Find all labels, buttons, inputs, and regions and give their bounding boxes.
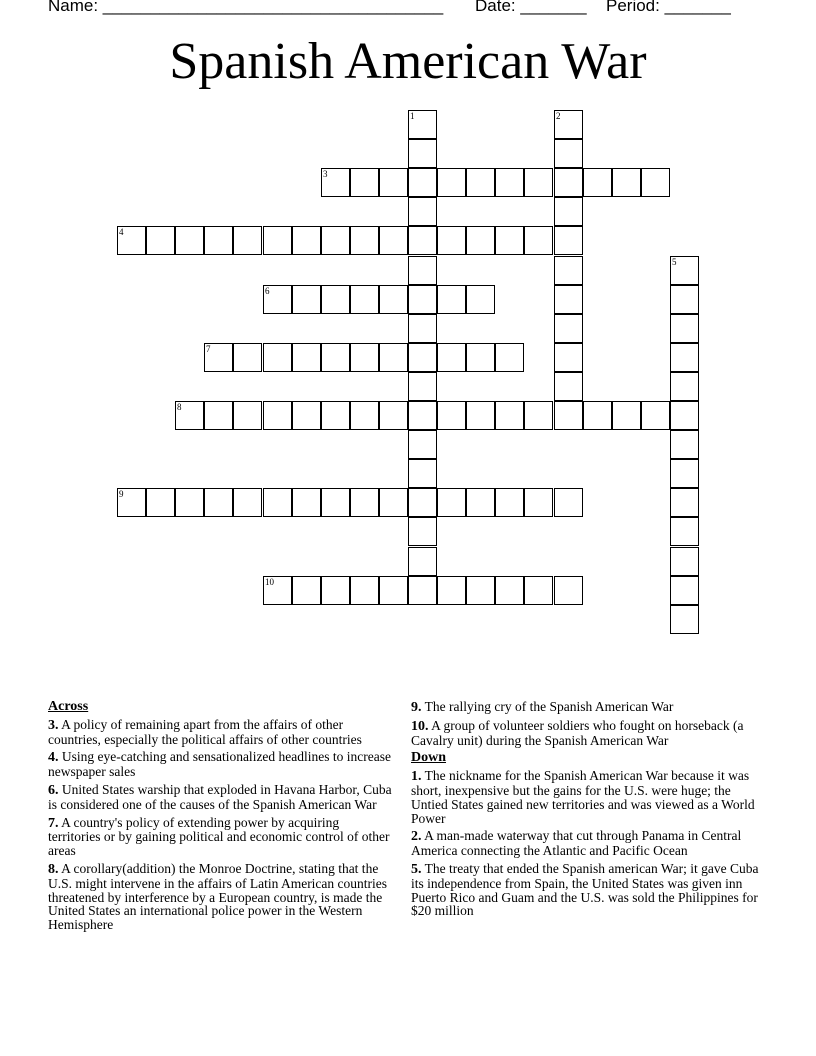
clue-number: 6.	[48, 782, 59, 798]
crossword-cell[interactable]	[554, 285, 583, 314]
crossword-cell[interactable]	[524, 168, 553, 197]
crossword-cell[interactable]	[408, 139, 437, 168]
crossword-cell[interactable]	[321, 168, 350, 197]
cell-number: 4	[119, 227, 124, 237]
crossword-cell[interactable]	[350, 488, 379, 517]
crossword-cell[interactable]	[612, 168, 641, 197]
crossword-cell[interactable]	[437, 285, 466, 314]
crossword-cell[interactable]	[321, 576, 350, 605]
crossword-cell[interactable]	[350, 576, 379, 605]
clue-number: 10.	[411, 718, 429, 734]
crossword-cell[interactable]	[408, 459, 437, 488]
crossword-cell[interactable]	[670, 605, 699, 634]
crossword-cell[interactable]	[175, 401, 204, 430]
crossword-cell[interactable]	[554, 488, 583, 517]
crossword-cell[interactable]	[554, 314, 583, 343]
clue-text: A corollary(addition) the Monroe Doctrine, stating that the U.S. might intervene in the affairs of Latin American countries threatened by interference by a European country, is made the United States an international police power in the Western Hemisphere	[48, 860, 388, 933]
crossword-cell[interactable]	[408, 372, 437, 401]
crossword-cell[interactable]	[350, 285, 379, 314]
period-field[interactable]: Period: _______	[606, 0, 731, 15]
crossword-cell[interactable]	[233, 488, 262, 517]
crossword-cell[interactable]	[612, 401, 641, 430]
clue-across-4	[48, 750, 394, 779]
crossword-cell[interactable]	[641, 401, 670, 430]
crossword-cell[interactable]	[350, 168, 379, 197]
clue-text: The treaty that ended the Spanish american War; it gave Cuba its independence from Spain, the United States was given inn Puerto Rico and Guam and the U.S. was sold the Philippines for $20 million	[411, 860, 759, 919]
clue-text: United States warship that exploded in Havana Harbor, Cuba is considered one of the causes of the Spanish American War	[48, 781, 392, 812]
crossword-cell[interactable]	[670, 517, 699, 546]
crossword-cell[interactable]	[175, 488, 204, 517]
clue-text: The nickname for the Spanish American War because it was short, inexpensive but the gains for the U.S. were huge; the Untied States gained new territories and was viewed as a World Power	[411, 768, 755, 826]
clue-number: 5.	[411, 861, 422, 877]
cell-number: 2	[556, 111, 561, 121]
crossword-cell[interactable]	[554, 372, 583, 401]
crossword-cell[interactable]	[670, 488, 699, 517]
cell-number: 6	[265, 286, 270, 296]
clue-text: A country's policy of extending power by acquiring territories or by gaining political and economic control of other areas	[48, 814, 390, 859]
crossword-cell[interactable]	[495, 168, 524, 197]
crossword-cell[interactable]	[263, 226, 292, 255]
crossword-cell[interactable]	[379, 226, 408, 255]
crossword-cell[interactable]	[408, 430, 437, 459]
crossword-cell[interactable]	[554, 139, 583, 168]
crossword-cell[interactable]	[204, 488, 233, 517]
clue-across-9	[411, 700, 767, 715]
crossword-cell[interactable]	[117, 226, 146, 255]
crossword-cell[interactable]	[350, 401, 379, 430]
crossword-cell[interactable]	[408, 488, 437, 517]
cell-number: 10	[265, 577, 274, 587]
crossword-cell[interactable]	[408, 547, 437, 576]
crossword-cell[interactable]	[263, 285, 292, 314]
crossword-cell[interactable]	[554, 576, 583, 605]
crossword-cell[interactable]	[437, 343, 466, 372]
clue-down-2	[411, 829, 767, 858]
crossword-cell[interactable]	[437, 401, 466, 430]
crossword-cell[interactable]	[554, 401, 583, 430]
crossword-cell[interactable]	[466, 401, 495, 430]
crossword-cell[interactable]	[495, 401, 524, 430]
clue-number: 8.	[48, 861, 59, 877]
crossword-cell[interactable]	[146, 488, 175, 517]
crossword-cell[interactable]	[437, 576, 466, 605]
name-field[interactable]: Name: ____________________________________	[48, 0, 444, 15]
crossword-cell[interactable]	[292, 285, 321, 314]
crossword-cell[interactable]	[495, 576, 524, 605]
crossword-cell[interactable]	[379, 343, 408, 372]
crossword-cell[interactable]	[263, 576, 292, 605]
crossword-cell[interactable]	[408, 110, 437, 139]
across-heading: Across	[48, 699, 89, 714]
crossword-cell[interactable]	[379, 401, 408, 430]
crossword-cell[interactable]	[379, 488, 408, 517]
crossword-cell[interactable]	[321, 226, 350, 255]
crossword-cell[interactable]	[350, 226, 379, 255]
cell-number: 1	[410, 111, 415, 121]
clue-number: 7.	[48, 815, 59, 831]
clue-down-1	[411, 769, 767, 825]
crossword-cell[interactable]	[437, 168, 466, 197]
date-field[interactable]: Date: _______	[475, 0, 587, 15]
crossword-cell[interactable]	[524, 488, 553, 517]
crossword-cell[interactable]	[670, 256, 699, 285]
crossword-cell[interactable]	[554, 256, 583, 285]
crossword-cell[interactable]	[670, 285, 699, 314]
student-info-header	[48, 0, 768, 20]
clue-down-5	[411, 862, 767, 918]
crossword-cell[interactable]	[408, 343, 437, 372]
crossword-cell[interactable]	[466, 343, 495, 372]
crossword-cell[interactable]	[204, 401, 233, 430]
crossword-cell[interactable]	[408, 401, 437, 430]
crossword-cell[interactable]	[321, 285, 350, 314]
crossword-cell[interactable]	[292, 488, 321, 517]
clues-column-right	[411, 700, 767, 922]
crossword-cell[interactable]	[408, 168, 437, 197]
crossword-cell[interactable]	[554, 168, 583, 197]
clue-number: 3.	[48, 717, 59, 733]
crossword-cell[interactable]	[408, 576, 437, 605]
crossword-cell[interactable]	[670, 576, 699, 605]
crossword-cell[interactable]	[321, 488, 350, 517]
crossword-cell[interactable]	[670, 401, 699, 430]
crossword-cell[interactable]	[408, 314, 437, 343]
down-heading: Down	[411, 750, 447, 766]
crossword-cell[interactable]	[379, 576, 408, 605]
crossword-cell[interactable]	[524, 226, 553, 255]
crossword-cell[interactable]	[263, 488, 292, 517]
crossword-cell[interactable]	[408, 285, 437, 314]
crossword-cell[interactable]	[204, 343, 233, 372]
crossword-cell[interactable]	[408, 256, 437, 285]
crossword-cell[interactable]	[437, 226, 466, 255]
crossword-cell[interactable]	[466, 285, 495, 314]
crossword-cell[interactable]	[263, 401, 292, 430]
page-title: Spanish American War	[169, 33, 647, 90]
clues-column-left	[48, 700, 394, 936]
crossword-cell[interactable]	[408, 197, 437, 226]
crossword-cell[interactable]	[670, 459, 699, 488]
crossword-cell[interactable]	[524, 576, 553, 605]
crossword-cell[interactable]	[233, 401, 262, 430]
crossword-cell[interactable]	[670, 430, 699, 459]
crossword-cell[interactable]	[146, 226, 175, 255]
crossword-cell[interactable]	[233, 226, 262, 255]
crossword-cell[interactable]	[670, 372, 699, 401]
crossword-cell[interactable]	[292, 343, 321, 372]
crossword-cell[interactable]	[495, 343, 524, 372]
crossword-cell[interactable]	[466, 226, 495, 255]
crossword-cell[interactable]	[670, 314, 699, 343]
clue-across-8	[48, 862, 394, 932]
crossword-cell[interactable]	[292, 576, 321, 605]
crossword-cell[interactable]	[554, 197, 583, 226]
crossword-cell[interactable]	[524, 401, 553, 430]
crossword-cell[interactable]	[495, 488, 524, 517]
crossword-cell[interactable]	[292, 401, 321, 430]
crossword-cell[interactable]	[641, 168, 670, 197]
crossword-cell[interactable]	[321, 343, 350, 372]
crossword-cell[interactable]	[321, 401, 350, 430]
crossword-cell[interactable]	[466, 488, 495, 517]
clue-text: A group of volunteer soldiers who fought on horseback (a Cavalry unit) during the Spanish American War	[411, 717, 744, 748]
clue-across-10	[411, 719, 767, 748]
crossword-cell[interactable]	[263, 343, 292, 372]
clue-number: 1.	[411, 769, 422, 785]
crossword-cell[interactable]	[466, 576, 495, 605]
crossword-cell[interactable]	[408, 517, 437, 546]
crossword-cell[interactable]	[554, 343, 583, 372]
clue-across-3	[48, 718, 394, 747]
crossword-cell[interactable]	[670, 547, 699, 576]
clue-text: Using eye-catching and sensationalized headlines to increase newspaper sales	[48, 749, 391, 780]
clue-text: The rallying cry of the Spanish American War	[424, 699, 674, 714]
clue-number: 4.	[48, 750, 59, 766]
clue-across-6	[48, 783, 394, 812]
crossword-cell[interactable]	[408, 226, 437, 255]
cell-number: 7	[206, 344, 211, 354]
crossword-cell[interactable]	[583, 401, 612, 430]
clue-number: 9.	[411, 700, 422, 715]
crossword-cell[interactable]	[495, 226, 524, 255]
clue-text: A policy of remaining apart from the affairs of other countries, especially the political affairs of other countries	[48, 716, 362, 747]
clue-text: A man-made waterway that cut through Panama in Central America connecting the Atlantic and Pacific Ocean	[411, 828, 742, 859]
crossword-cell[interactable]	[175, 226, 204, 255]
cell-number: 8	[177, 402, 182, 412]
cell-number: 9	[119, 489, 124, 499]
cell-number: 5	[672, 257, 677, 267]
cell-number: 3	[323, 169, 328, 179]
crossword-cell[interactable]	[554, 226, 583, 255]
clue-number: 2.	[411, 829, 422, 845]
crossword-cell[interactable]	[204, 226, 233, 255]
crossword-cell[interactable]	[379, 285, 408, 314]
crossword-cell[interactable]	[379, 168, 408, 197]
crossword-cell[interactable]	[350, 343, 379, 372]
crossword-cell[interactable]	[437, 488, 466, 517]
crossword-cell[interactable]	[466, 168, 495, 197]
crossword-cell[interactable]	[117, 488, 146, 517]
crossword-cell[interactable]	[233, 343, 262, 372]
clue-across-7	[48, 816, 394, 858]
crossword-cell[interactable]	[670, 343, 699, 372]
crossword-cell[interactable]	[583, 168, 612, 197]
crossword-cell[interactable]	[554, 110, 583, 139]
crossword-cell[interactable]	[292, 226, 321, 255]
